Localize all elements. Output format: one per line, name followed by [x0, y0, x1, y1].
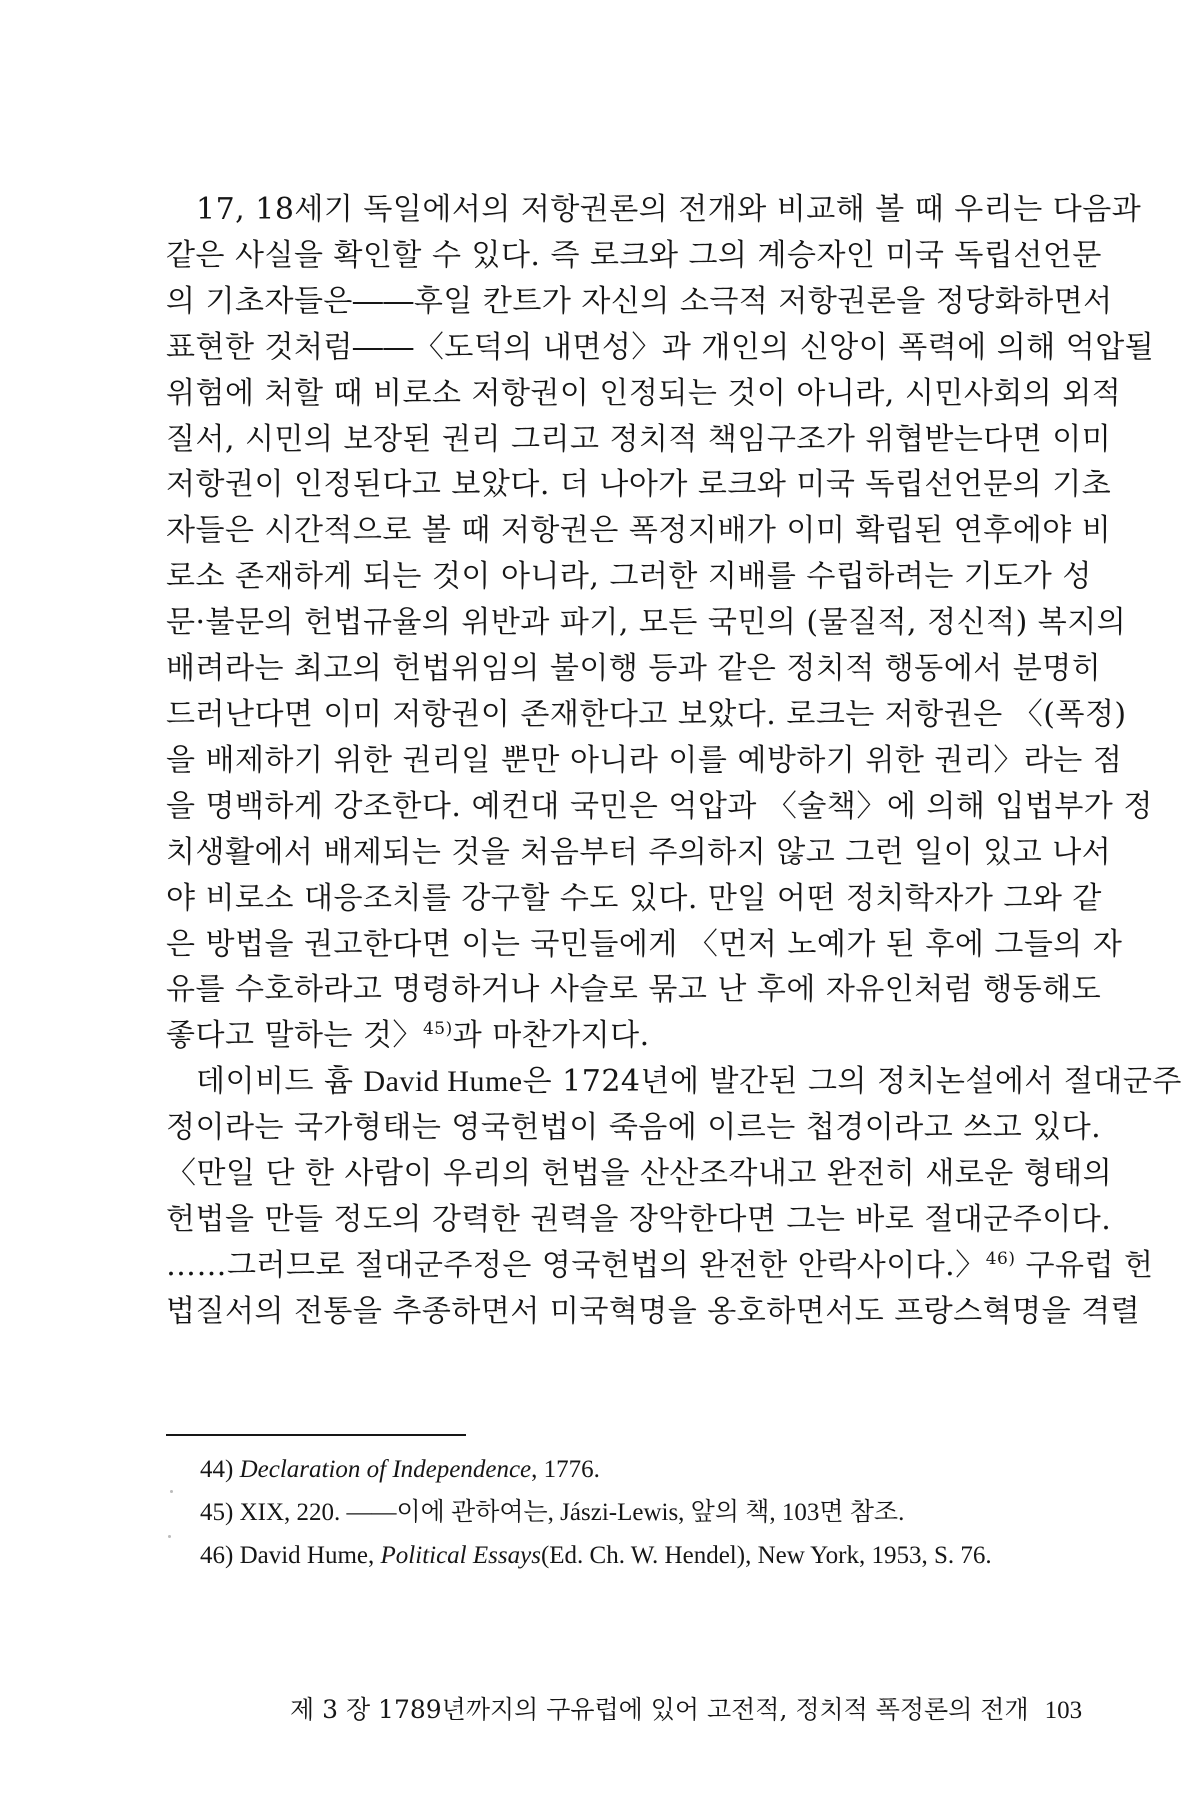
- text-line: 드러난다면 이미 저항권이 존재한다고 보았다. 로크는 저항권은 〈(폭정): [166, 696, 1127, 732]
- text-line: 정이라는 국가형태는 영국헌법이 죽음에 이르는 첩경이라고 쓰고 있다.: [166, 1110, 1102, 1146]
- text-line: 야 비로소 대응조치를 강구할 수도 있다. 만일 어떤 정치학자가 그와 같: [166, 880, 1102, 916]
- footnote-46: [200, 1534, 1100, 1577]
- text-line: [166, 1243, 1154, 1289]
- footnote-44: [200, 1448, 1100, 1491]
- footnote-number: 45): [200, 1499, 234, 1526]
- footnote-title: Political Essays: [380, 1542, 541, 1569]
- text-line: 표현한 것처럼――〈도덕의 내면성〉과 개인의 신앙이 폭력에 의해 억압될: [166, 329, 1155, 365]
- text-line: 로소 존재하게 되는 것이 아니라, 그러한 지배를 수립하려는 기도가 성: [166, 559, 1092, 595]
- chapter-title: 제 3 장 1789년까지의 구유럽에 있어 고전적, 정치적 폭정론의 전개: [290, 1695, 1029, 1724]
- text-line: 을 배제하기 위한 권리일 뿐만 아니라 이를 예방하기 위한 권리〉라는 점: [166, 742, 1123, 778]
- text-line: 자들은 시간적으로 볼 때 저항권은 폭정지배가 이미 확립된 연후에야 비: [166, 513, 1112, 549]
- footnote-text: (Ed. Ch. W. Hendel), New York, 1953, S. 76.: [540, 1542, 992, 1569]
- paragraph-1-last-line: [166, 1013, 1063, 1059]
- text-line: 문·불문의 헌법규율의 위반과 파기, 모든 국민의 (물질적, 정신적) 복지의: [166, 605, 1127, 641]
- footnote-number: 44): [200, 1456, 234, 1483]
- latin-name: David Hume: [363, 1065, 523, 1099]
- text-line: 은 방법을 권고한다면 이는 국민들에게 〈먼저 노예가 된 후에 그들의 자: [166, 926, 1123, 962]
- page-number: 103: [1044, 1697, 1083, 1724]
- footnote-ref-46: 46): [985, 1248, 1016, 1269]
- scan-speck: [168, 1535, 171, 1538]
- text-segment: 좋다고 말하는 것〉: [166, 1018, 423, 1054]
- body-text: [166, 187, 1182, 1335]
- text-segment: 데이비드 흄: [196, 1064, 354, 1100]
- footnote-text: , 1776.: [531, 1456, 600, 1483]
- footnote-title: Declaration of Independence: [239, 1456, 532, 1483]
- text-segment: 과 마찬가지다.: [452, 1018, 650, 1054]
- footnote-divider: [166, 1434, 466, 1436]
- text-segment: 은 1724년에 발간된 그의 정치논설에서 절대군주: [522, 1064, 1182, 1100]
- text-line: 질서, 시민의 보장된 권리 그리고 정치적 책임구조가 위협받는다면 이미: [166, 421, 1112, 457]
- scan-speck: [170, 1490, 173, 1493]
- footnote-number: 46): [200, 1542, 234, 1569]
- text-segment: 구유럽 헌: [1015, 1247, 1154, 1283]
- footnote-author: David Hume,: [239, 1542, 381, 1569]
- footnote-text: XIX, 220. ――이에 관하여는, Jászi-Lewis, 앞의 책, 103면 참조.: [239, 1499, 905, 1526]
- paragraph-2-first-line: [166, 1059, 1182, 1105]
- text-segment: ……그러므로 절대군주정은 영국헌법의 완전한 안락사이다.〉: [166, 1247, 986, 1283]
- text-line: 법질서의 전통을 추종하면서 미국혁명을 옹호하면서도 프랑스혁명을 격렬: [166, 1293, 1141, 1329]
- text-line: 을 명백하게 강조한다. 예컨대 국민은 억압과 〈술책〉에 의해 입법부가 정: [166, 788, 1153, 824]
- text-line: 배려라는 최고의 헌법위임의 불이행 등과 같은 정치적 행동에서 분명히: [166, 651, 1102, 687]
- text-line: 〈만일 단 한 사람이 우리의 헌법을 산산조각내고 완전히 새로운 형태의: [166, 1156, 1113, 1192]
- running-footer: [290, 1690, 1083, 1726]
- text-line: 같은 사실을 확인할 수 있다. 즉 로크와 그의 계승자인 미국 독립선언문: [166, 237, 1102, 273]
- footnotes: [200, 1448, 1100, 1577]
- footnote-ref-45: 45): [422, 1019, 453, 1040]
- text-line: 의 기초자들은――후일 칸트가 자신의 소극적 저항권론을 정당화하면서: [166, 283, 1113, 319]
- paragraph-1: [166, 187, 1155, 1013]
- text-line: 저항권이 인정된다고 보았다. 더 나아가 로크와 미국 독립선언문의 기초: [166, 467, 1112, 503]
- text-line: 유를 수호하라고 명령하거나 사슬로 묶고 난 후에 자유인처럼 행동해도: [166, 972, 1102, 1008]
- text-line: 치생활에서 배제되는 것을 처음부터 주의하지 않고 그런 일이 있고 나서: [166, 834, 1112, 870]
- footnote-45: [200, 1491, 1100, 1534]
- text-line: 위험에 처할 때 비로소 저항권이 인정되는 것이 아니라, 시민사회의 외적: [166, 375, 1122, 411]
- text-line: 헌법을 만들 정도의 강력한 권력을 장악한다면 그는 바로 절대군주이다.: [166, 1201, 1112, 1237]
- text-line: 17, 18세기 독일에서의 저항권론의 전개와 비교해 볼 때 우리는 다음과: [196, 192, 1142, 227]
